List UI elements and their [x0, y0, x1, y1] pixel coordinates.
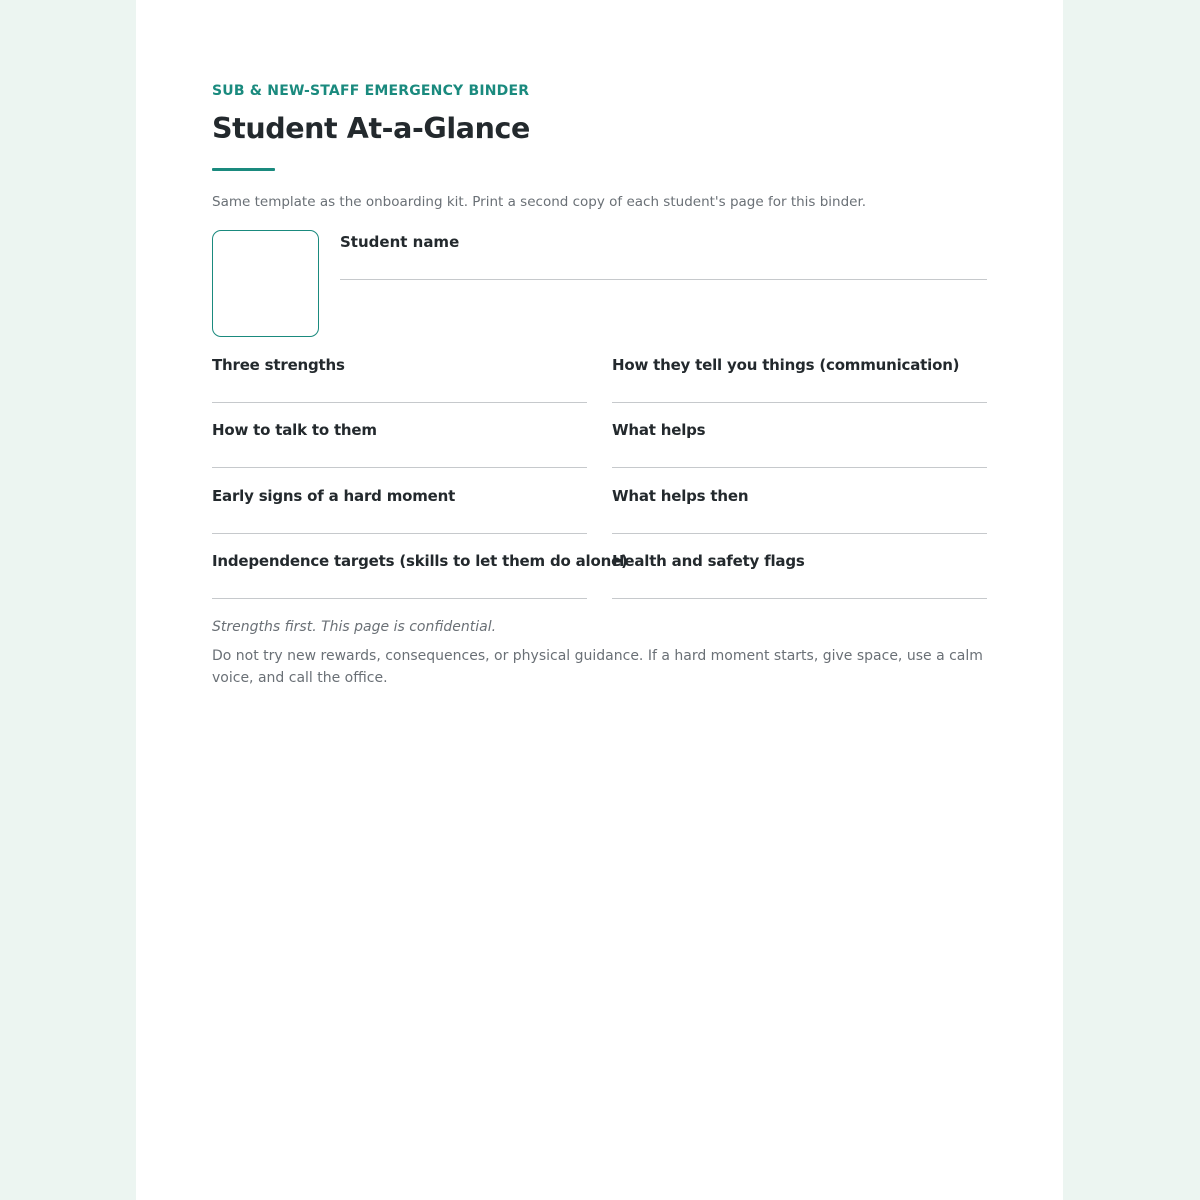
field-label: How they tell you things (communication) — [612, 356, 960, 374]
field-what-helps — [612, 421, 987, 487]
student-name-label: Student name — [340, 233, 460, 251]
instructions-note: Do not try new rewards, consequences, or physical guidance. If a hard moment starts, give space, use a calm voice, and call the office. — [212, 648, 983, 686]
field-what-helps-then — [612, 487, 987, 553]
field-label: Independence targets (skills to let them do alone) — [212, 552, 628, 570]
field-label: Health and safety flags — [612, 552, 805, 570]
title-underline — [212, 168, 275, 171]
field-line — [212, 598, 587, 599]
field-health-safety — [612, 552, 987, 618]
field-label: How to talk to them — [212, 421, 377, 439]
field-line — [212, 533, 587, 534]
field-line — [612, 402, 987, 403]
binder-eyebrow: SUB & NEW-STAFF EMERGENCY BINDER — [212, 83, 530, 99]
field-early-signs — [212, 487, 587, 553]
field-label: Early signs of a hard moment — [212, 487, 456, 505]
student-name-line — [340, 279, 987, 280]
field-label: Three strengths — [212, 356, 345, 374]
field-line — [612, 533, 987, 534]
field-label: What helps — [612, 421, 706, 439]
intro-text: Same template as the onboarding kit. Print a second copy of each student's page for this binder. — [212, 194, 867, 210]
field-how-to-talk — [212, 421, 587, 487]
binder-page — [136, 0, 1063, 1200]
student-photo-box — [212, 230, 319, 337]
field-line — [212, 467, 587, 468]
field-three-strengths — [212, 356, 587, 422]
confidential-note: Strengths first. This page is confidential. — [212, 619, 497, 635]
field-line — [612, 467, 987, 468]
page-title: Student At-a-Glance — [212, 112, 530, 145]
field-line — [212, 402, 587, 403]
field-communication — [612, 356, 987, 422]
field-label: What helps then — [612, 487, 749, 505]
field-line — [612, 598, 987, 599]
field-independence-targets — [212, 552, 628, 618]
